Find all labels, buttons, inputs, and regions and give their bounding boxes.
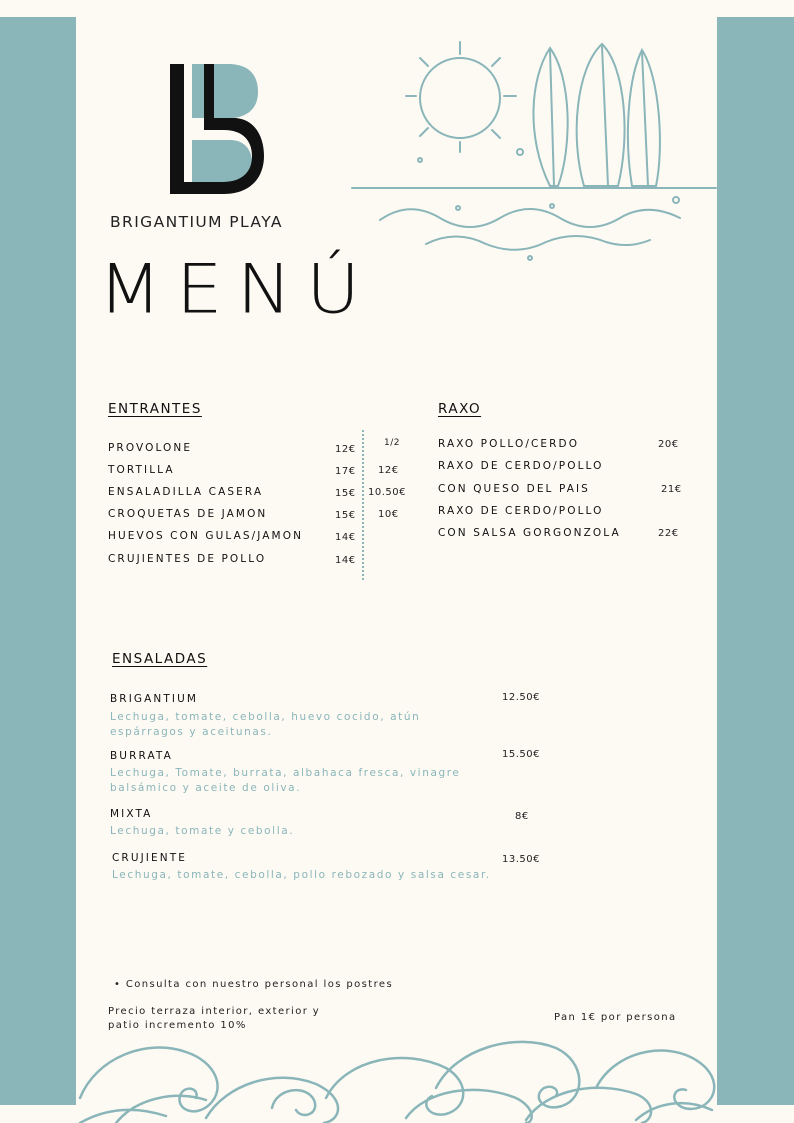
entrante-half-price: 12€ [378, 465, 399, 476]
ensalada-description: Lechuga, tomate y cebolla. [110, 825, 295, 837]
ensalada-price: 8€ [515, 811, 529, 822]
ensalada-price: 12.50€ [502, 692, 540, 703]
ocean-waves-illustration [76, 1028, 717, 1123]
entrante-price: 14€ [335, 555, 356, 566]
entrante-price: 15€ [335, 488, 356, 499]
ensalada-description: Lechuga, tomate, cebolla, pollo rebozado y salsa cesar. [112, 869, 491, 881]
entrante-name: CROQUETAS DE JAMON [108, 508, 268, 520]
entrante-name: PROVOLONE [108, 442, 193, 454]
bullet-icon: • [114, 979, 126, 990]
ensalada-description: Lechuga, Tomate, burrata, albahaca fresca, vinagre balsámico y aceite de oliva. [110, 767, 461, 794]
ensalada-name: BURRATA [110, 750, 173, 762]
entrante-name: HUEVOS CON GULAS/JAMON [108, 530, 304, 542]
ensalada-price: 13.50€ [502, 854, 540, 865]
entrante-half-price: 10€ [378, 509, 399, 520]
postres-note: • Consulta con nuestro personal los postres [114, 979, 394, 990]
raxo-name: CON SALSA GORGONZOLA [438, 527, 621, 539]
ensalada-name: MIXTA [110, 808, 153, 820]
raxo-name: CON QUESO DEL PAIS [438, 483, 590, 495]
entrante-half-price: 10.50€ [368, 487, 406, 498]
terraza-note: Precio terraza interior, exterior y patio incremento 10% [108, 1006, 321, 1031]
entrante-price: 17€ [335, 466, 356, 477]
raxo-name: RAXO DE CERDO/POLLO [438, 505, 604, 517]
raxo-price: 21€ [661, 484, 682, 495]
entrante-price: 12€ [335, 444, 356, 455]
entrante-name: CRUJIENTES DE POLLO [108, 553, 267, 565]
right-side-band [717, 17, 794, 1105]
entrante-price: 14€ [335, 532, 356, 543]
entrantes-heading: ENTRANTES [108, 401, 202, 417]
brand-name: BRIGANTIUM PLAYA [110, 213, 283, 231]
raxo-name: RAXO DE CERDO/POLLO [438, 460, 604, 472]
sun-surfboards-waves-illustration [350, 38, 720, 268]
ensalada-price: 15.50€ [502, 749, 540, 760]
b-monogram-logo [168, 62, 266, 196]
page-title: MENÚ [98, 250, 375, 330]
raxo-name: RAXO POLLO/CERDO [438, 438, 580, 450]
entrante-price: 15€ [335, 510, 356, 521]
entrante-name: TORTILLA [108, 464, 175, 476]
ensalada-name: CRUJIENTE [112, 852, 187, 864]
left-side-band [0, 17, 76, 1105]
pan-note: Pan 1€ por persona [554, 1012, 677, 1023]
entrante-half-price: 1/2 [384, 438, 400, 448]
ensaladas-heading: ENSALADAS [112, 651, 208, 667]
raxo-price: 22€ [658, 528, 679, 539]
ensalada-name: BRIGANTIUM [110, 693, 199, 705]
raxo-heading: RAXO [438, 401, 482, 417]
ensalada-description: Lechuga, tomate, cebolla, huevo cocido, atún espárragos y aceitunas. [110, 711, 421, 738]
raxo-price: 20€ [658, 439, 679, 450]
half-portion-divider [362, 430, 364, 580]
entrante-name: ENSALADILLA CASERA [108, 486, 264, 498]
